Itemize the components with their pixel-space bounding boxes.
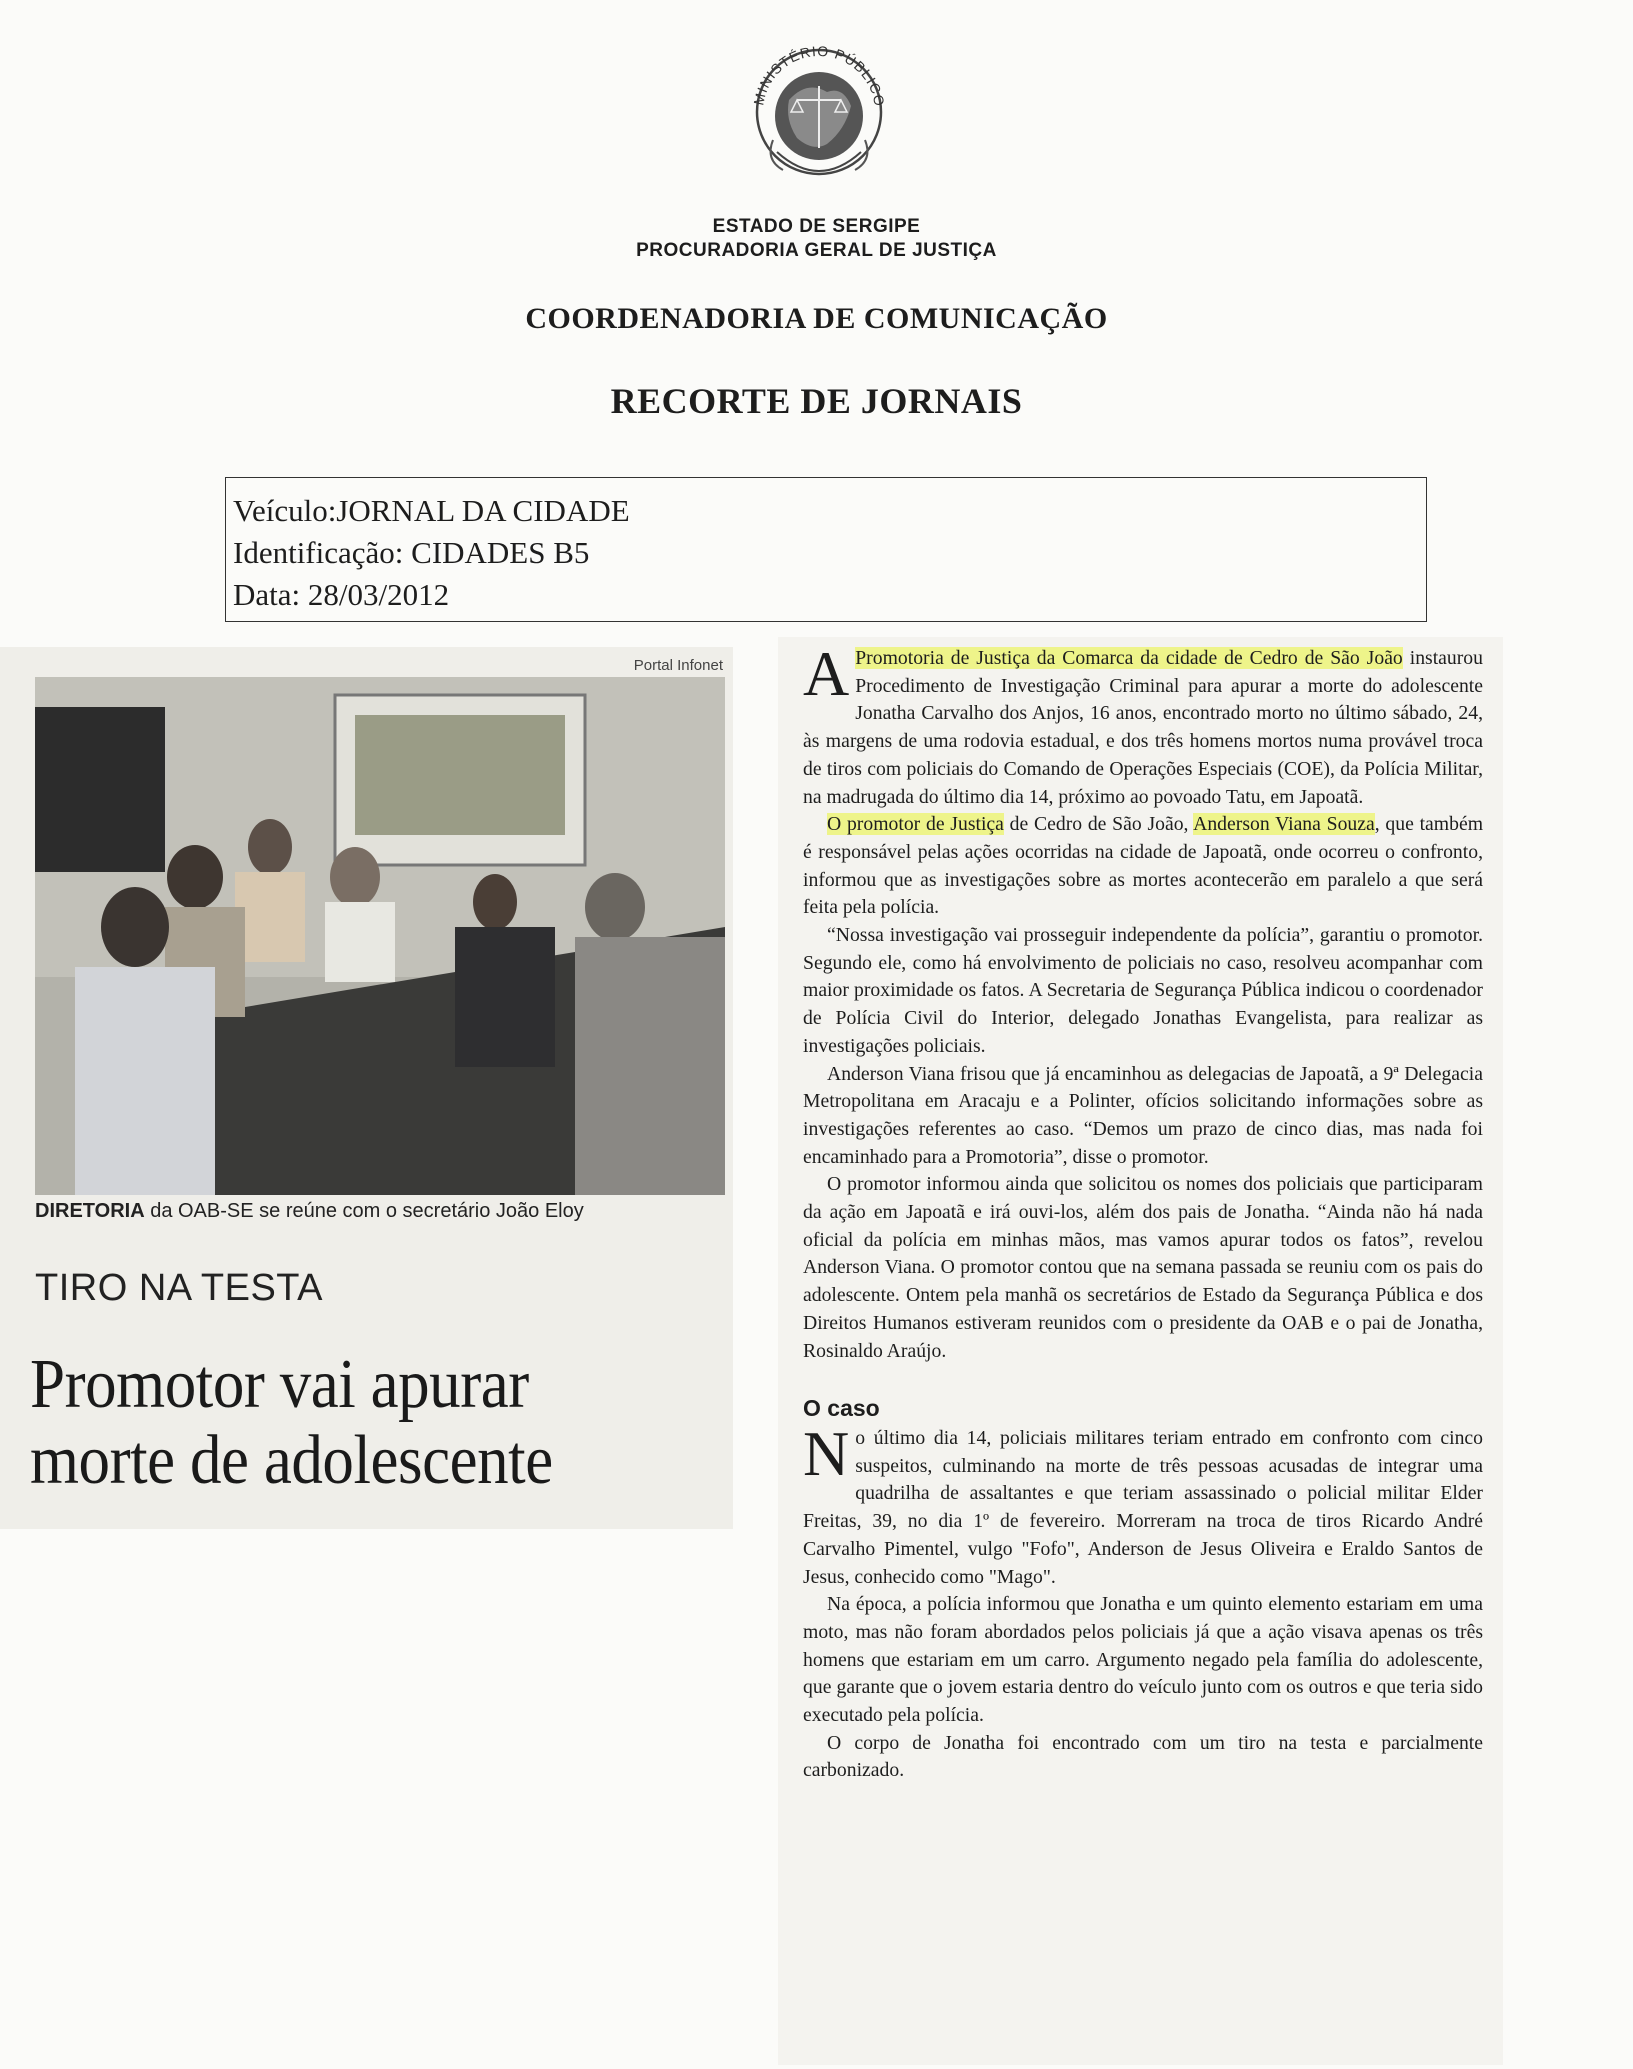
caption-text: da OAB-SE se reúne com o secretário João Eloy bbox=[144, 1200, 584, 1222]
article-paragraph bbox=[803, 1417, 1483, 1591]
drop-cap: N bbox=[803, 1417, 850, 1489]
article-paragraph: “Nossa investigação vai prosseguir independente da polícia”, garantiu o promotor. Segundo ele, como há envolvimento de policiais no caso, resolveu acompanhar com maior proximidade os fatos. A Secretaria de Segurança Pública indicou o coordenador de Polícia Civil do Interior, delegado Jonathas Evangelista, para realizar as investigações policiais. bbox=[803, 924, 1483, 1057]
article-paragraph: O promotor informou ainda que solicitou os nomes dos policiais que participaram da ação em Japoatã e irá ouvi-los, além dos pais de Jonatha. “Ainda não há nada oficial da polícia em minhas mãos, mas vamos apurar todos os fatos”, revelou Anderson Viana. O promotor contou que na semana passada se reuniu com os pais do adolescente. Ontem pela manhã os secretários de Estado da Segurança Pública e dos Direitos Humanos estiveram reunidos com o presidente da OAB e o pai de Jonatha, Rosinaldo Araújo. bbox=[803, 1173, 1483, 1362]
paragraph-text: , que também é responsável pelas ações ocorridas na cidade de Japoatã, onde ocorreu o confronto, informou que as investigações sobre as mortes acontecerão em paralelo a que será feita pela polícia. bbox=[803, 813, 1484, 919]
article-clipping bbox=[778, 637, 1503, 2065]
photo-credit: Portal Infonet bbox=[633, 657, 723, 674]
highlighted-text: O promotor de Justiça bbox=[827, 813, 1004, 836]
drop-cap: A bbox=[803, 638, 850, 709]
caption-lead: DIRETORIA bbox=[35, 1200, 145, 1222]
clipping-info-box bbox=[225, 477, 1427, 622]
paragraph-text: instaurou Procedimento de Investigação Criminal para apurar a morte do adolescente Jonatha Carvalho dos Anjos, 16 anos, encontrado morto no último sábado, 24, às margens de uma rodovia estadual, e dos três homens mortos numa provável troca de tiros com policiais do Comando de Operações Especiais (COE), da Polícia Militar, na madrugada do último dia 14, próximo ao povoado Tatu, em Japoatã. bbox=[803, 647, 1483, 808]
meeting-photo bbox=[35, 677, 725, 1195]
ministerio-publico-seal-icon bbox=[727, 20, 912, 205]
article-paragraph bbox=[803, 811, 1483, 922]
section-title: RECORTE DE JORNAIS bbox=[610, 381, 1023, 421]
article-paragraph bbox=[803, 638, 1483, 811]
paragraph-text: o último dia 14, policiais militares teriam entrado em confronto com cinco suspeitos, culminando na morte de três pessoas acusadas de integrar uma quadrilha de assaltantes e que teriam assassinado o policial militar Elder Freitas, 39, no dia 1º de fevereiro. Morreram na troca de tiros Ricardo André Carvalho Pimentel, vulgo "Fofo", Anderson de Jesus Oliveira e Eraldo Santos de Jesus, conhecido como "Mago". bbox=[803, 1426, 1483, 1588]
photo-caption bbox=[35, 1200, 725, 1223]
article-paragraph: Na época, a polícia informou que Jonatha e um quinto elemento estariam em uma moto, mas não foram abordados pelos policiais já que a ação visava apenas os três homens que estariam em um carro. Argumento negado pela família do adolescente, que garante que o jovem estaria dentro do veículo junto com os outros e que teria sido executado pela polícia. bbox=[803, 1593, 1483, 1727]
article-paragraph: O corpo de Jonatha foi encontrado com um tiro na testa e parcialmente carbonizado. bbox=[803, 1731, 1483, 1782]
article-subhead: O caso bbox=[803, 1395, 880, 1422]
article-paragraph: Anderson Viana frisou que já encaminhou as delegacias de Japoatã, a 9ª Delegacia Metropolitana em Aracaju e a Polinter, ofícios solicitando informações sobre as investigações referentes ao caso. “Demos um prazo de cinco dias, mas nada foi encaminhado para a Promotoria”, disse o promotor. bbox=[803, 1062, 1483, 1168]
vehicle-line: Veículo:JORNAL DA CIDADE bbox=[233, 493, 630, 528]
state-name: ESTADO DE SERGIPE bbox=[712, 216, 921, 237]
kicker: TIRO NA TESTA bbox=[35, 1267, 324, 1309]
identification-line: Identificação: CIDADES B5 bbox=[233, 535, 590, 570]
highlighted-text: Anderson Viana Souza bbox=[1193, 813, 1375, 836]
article-body bbox=[803, 638, 1484, 1785]
agency-name: PROCURADORIA GERAL DE JUSTIÇA bbox=[636, 240, 997, 261]
department-title: COORDENADORIA DE COMUNICAÇÃO bbox=[525, 302, 1108, 335]
highlighted-text: Promotoria de Justiça da Comarca da cidade de Cedro de São João bbox=[855, 647, 1403, 669]
paragraph-text: de Cedro de São João, bbox=[1003, 813, 1194, 836]
headline bbox=[30, 1347, 660, 1499]
left-clipping bbox=[0, 647, 733, 1529]
date-line: Data: 28/03/2012 bbox=[233, 577, 450, 612]
seal-text: MINISTÉRIO PÚBLICO bbox=[750, 42, 888, 109]
headline-line-2: morte de adolescente bbox=[30, 1422, 553, 1499]
headline-line-1: Promotor vai apurar bbox=[30, 1346, 529, 1423]
